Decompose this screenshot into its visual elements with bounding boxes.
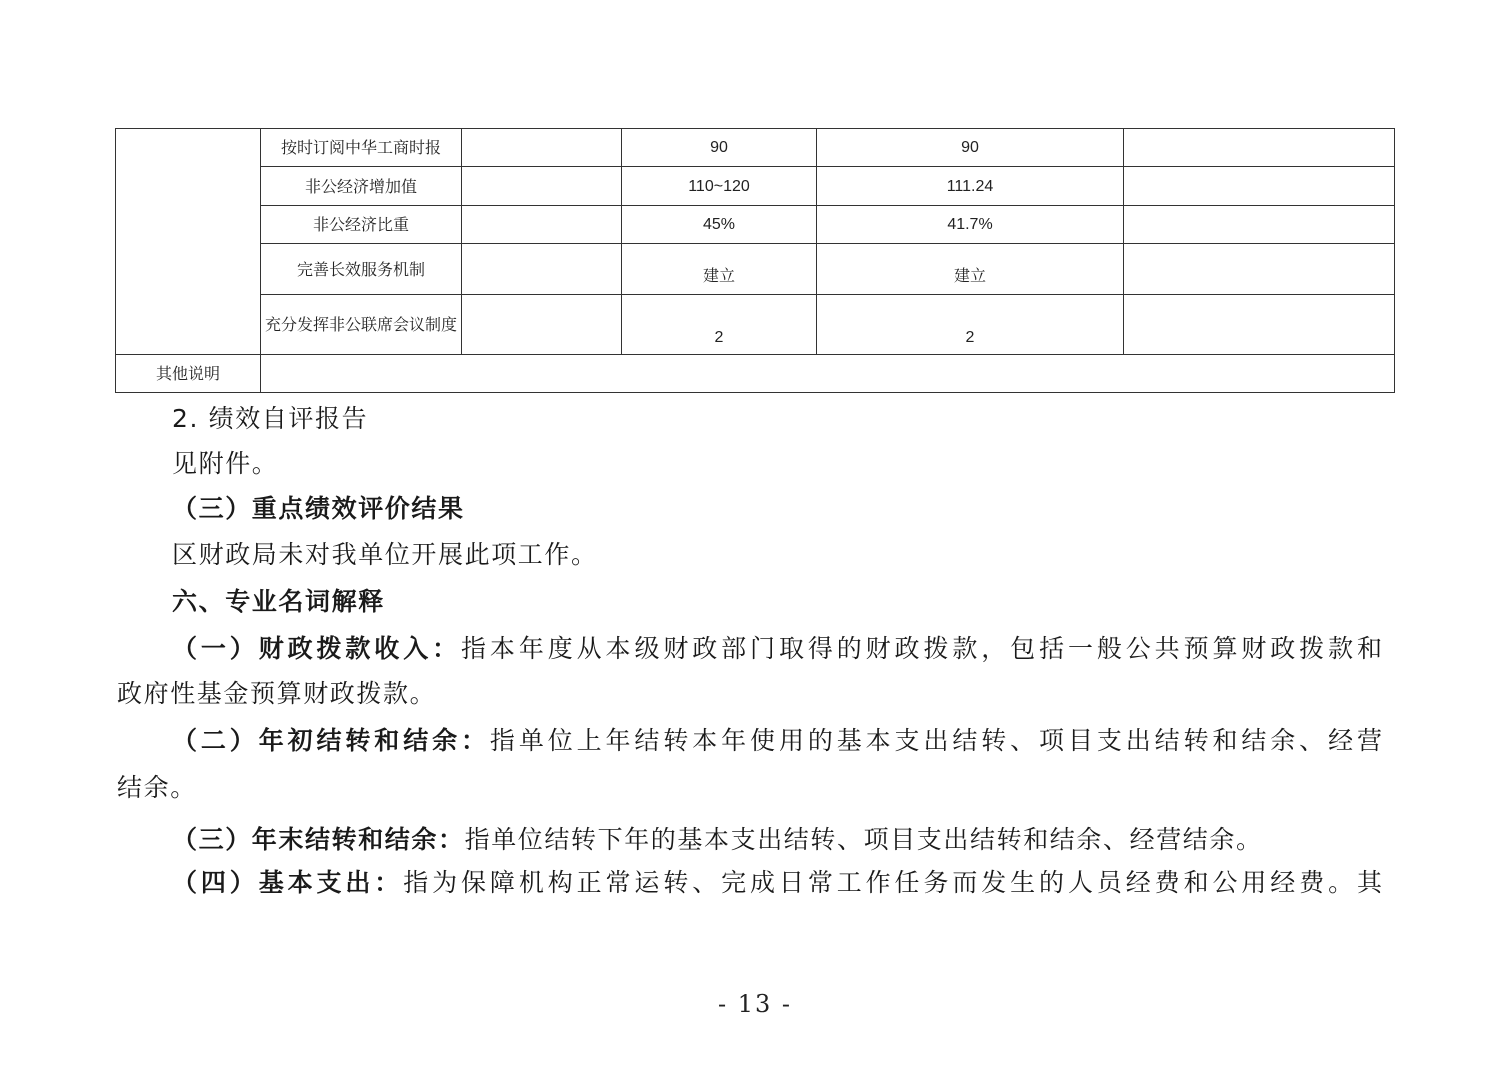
blank-cell bbox=[462, 167, 622, 206]
actual-value: 2 bbox=[817, 295, 1124, 355]
key-eval-heading: （三）重点绩效评价结果 bbox=[172, 494, 465, 523]
key-eval-text: 区财政局未对我单位开展此项工作。 bbox=[172, 540, 598, 569]
definition-text: 指单位结转下年的基本支出结转、项目支出结转和结余、经营结余。 bbox=[464, 825, 1263, 854]
definition-text: 指单位上年结转本年使用的基本支出结转、项目支出结转和结余、经营 bbox=[489, 726, 1382, 755]
definition-3-line-1 bbox=[172, 823, 1263, 857]
definition-term: （二）年初结转和结余： bbox=[172, 726, 490, 755]
table-row bbox=[116, 244, 1395, 295]
indicator-name: 按时订阅中华工商时报 bbox=[261, 129, 462, 167]
indicator-name: 充分发挥非公联席会议制度 bbox=[261, 295, 462, 355]
definition-text: 指为保障机构正常运转、完成日常工作任务而发生的人员经费和公用经费。其 bbox=[403, 868, 1382, 897]
table-row bbox=[116, 129, 1395, 167]
definition-2-line-2: 结余。 bbox=[117, 773, 197, 802]
table-row bbox=[116, 206, 1395, 244]
blank-cell bbox=[462, 244, 622, 295]
indicator-name: 非公经济增加值 bbox=[261, 167, 462, 206]
page-number: - 13 - bbox=[717, 990, 792, 1018]
target-value: 45% bbox=[622, 206, 817, 244]
target-value: 110~120 bbox=[622, 167, 817, 206]
self-eval-text: 见附件。 bbox=[172, 449, 279, 478]
definition-2-line-1 bbox=[172, 724, 1382, 758]
category-cell bbox=[116, 129, 261, 355]
target-value: 90 bbox=[622, 129, 817, 167]
section-six-heading: 六、专业名词解释 bbox=[172, 587, 385, 616]
actual-value: 建立 bbox=[817, 244, 1124, 295]
blank-cell bbox=[462, 295, 622, 355]
table-row bbox=[116, 355, 1395, 393]
actual-value: 111.24 bbox=[817, 167, 1124, 206]
actual-value: 90 bbox=[817, 129, 1124, 167]
indicator-name: 完善长效服务机制 bbox=[261, 244, 462, 295]
performance-table bbox=[115, 128, 1395, 393]
definition-text: 指本年度从本级财政部门取得的财政拨款，包括一般公共预算财政拨款和 bbox=[461, 634, 1382, 663]
table-row bbox=[116, 295, 1395, 355]
remark-cell bbox=[1124, 206, 1395, 244]
blank-cell bbox=[462, 129, 622, 167]
definition-1-line-2: 政府性基金预算财政拨款。 bbox=[117, 679, 437, 708]
definition-term: （一）财政拨款收入： bbox=[172, 634, 462, 663]
other-notes-value bbox=[261, 355, 1395, 393]
remark-cell bbox=[1124, 244, 1395, 295]
remark-cell bbox=[1124, 167, 1395, 206]
table-row bbox=[116, 167, 1395, 206]
target-value: 建立 bbox=[622, 244, 817, 295]
self-eval-heading: 2. 绩效自评报告 bbox=[172, 404, 369, 433]
indicator-name: 非公经济比重 bbox=[261, 206, 462, 244]
remark-cell bbox=[1124, 129, 1395, 167]
other-notes-label: 其他说明 bbox=[116, 355, 261, 393]
definition-4-line-1 bbox=[172, 866, 1382, 900]
remark-cell bbox=[1124, 295, 1395, 355]
target-value: 2 bbox=[622, 295, 817, 355]
blank-cell bbox=[462, 206, 622, 244]
definition-term: （三）年末结转和结余： bbox=[172, 825, 465, 854]
actual-value: 41.7% bbox=[817, 206, 1124, 244]
definition-1-line-1 bbox=[172, 632, 1382, 666]
definition-term: （四）基本支出： bbox=[172, 868, 404, 897]
